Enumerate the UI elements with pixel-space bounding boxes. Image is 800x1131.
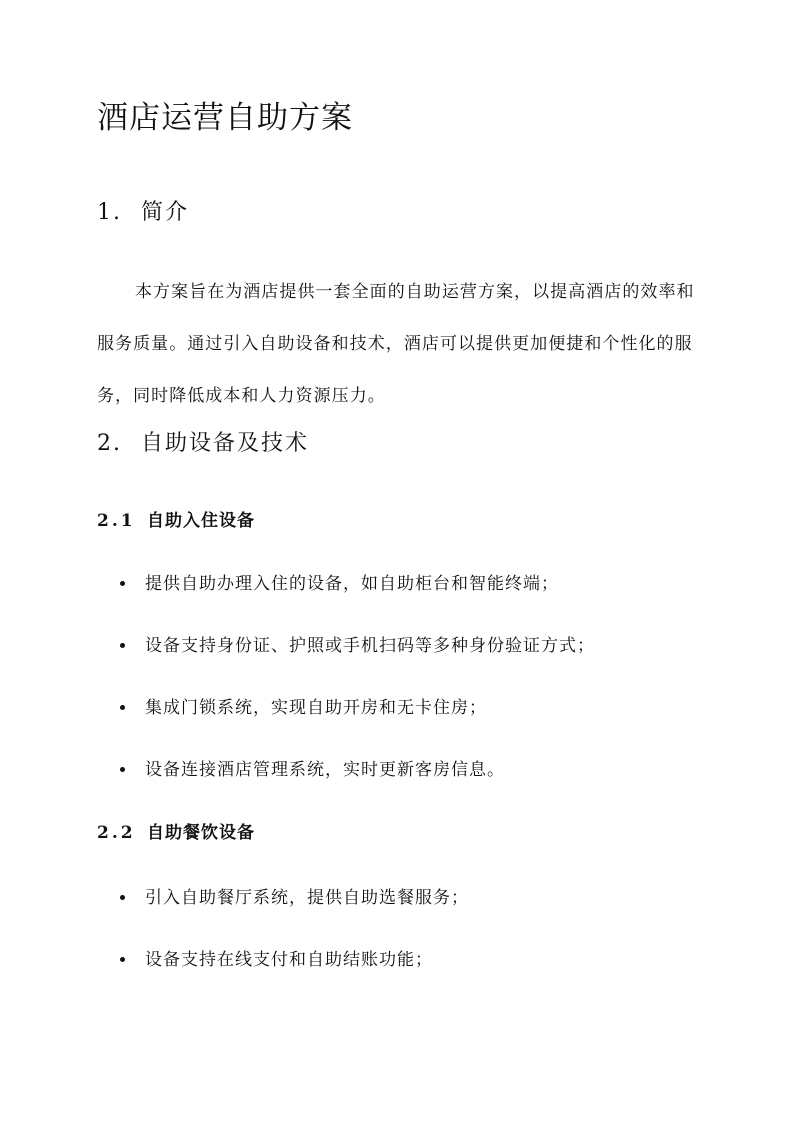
intro-paragraph: 本方案旨在为酒店提供一套全面的自助运营方案，以提高酒店的效率和服务质量。通过引入自助设备和技术，酒店可以提供更加便捷和个性化的服务，同时降低成本和人力资源压力。 (97, 282, 695, 406)
section-number: 2. (97, 431, 122, 456)
subsection-heading-dining (97, 820, 255, 846)
bullet-icon (120, 581, 125, 586)
section-title: 自助设备及技术 (141, 431, 310, 456)
document-title: 酒店运营自助方案 (97, 100, 353, 136)
list-item-text: 设备支持身份证、护照或手机扫码等多种身份验证方式； (145, 636, 595, 656)
subsection-title: 自助餐饮设备 (147, 823, 255, 843)
bullet-icon (120, 895, 125, 900)
bullet-icon (120, 767, 125, 772)
bullet-icon (120, 705, 125, 710)
section-title: 简介 (141, 200, 190, 225)
list-item-text: 提供自助办理入住的设备，如自助柜台和智能终端； (145, 574, 559, 594)
list-item-text: 设备支持在线支付和自助结账功能； (145, 950, 433, 970)
subsection-number: 2.1 (97, 511, 136, 531)
subsection-number: 2.2 (97, 823, 136, 843)
section-number: 1. (97, 200, 122, 225)
bullet-icon (120, 957, 125, 962)
list-item-text: 设备连接酒店管理系统，实时更新客房信息。 (145, 760, 505, 780)
bullet-icon (120, 643, 125, 648)
section-heading-devices (97, 428, 309, 460)
subsection-title: 自助入住设备 (147, 511, 255, 531)
subsection-heading-checkin (97, 508, 255, 534)
list-item-text: 集成门锁系统，实现自助开房和无卡住房； (145, 698, 487, 718)
list-item-text: 引入自助餐厅系统，提供自助选餐服务； (145, 888, 469, 908)
section-heading-intro (97, 197, 189, 229)
